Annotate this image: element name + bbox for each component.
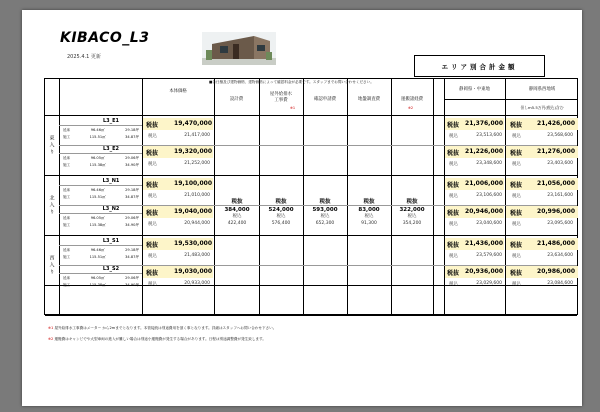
east-total-incl: 23,106,600 (476, 193, 502, 198)
build-tsubo: 34.87坪 (125, 195, 139, 199)
build-label: 施工 (63, 283, 71, 287)
floor-area-row (60, 128, 142, 133)
west-tax-label: 税抜 (510, 150, 523, 157)
floor-area-row (60, 248, 142, 253)
transport-fee-excl: 322,000 (399, 206, 425, 213)
floor-label: 延床 (63, 216, 71, 220)
drainage-fee-header (259, 92, 303, 104)
floor-area-row (60, 156, 142, 161)
base-price-incl: 20,944,000 (184, 221, 210, 226)
base-price-incl: 20,933,000 (184, 281, 210, 286)
footnote-2-mark: ※2 (48, 337, 54, 341)
west-total-incl: 23,634,600 (547, 253, 573, 258)
build-m2: 115.51㎡ (89, 195, 106, 199)
confirm-fee-excl: 593,000 (312, 206, 338, 213)
floor-area-row (60, 188, 142, 193)
build-m2: 115.38㎡ (89, 163, 106, 167)
base-price-excl: 19,320,000 (174, 148, 212, 155)
build-tsubo: 34.90坪 (125, 223, 139, 227)
plan-name: L3_S2 (102, 266, 120, 272)
house-photo (202, 32, 276, 65)
east-total-incl: 23,579,600 (476, 253, 502, 258)
survey-fee-excl: 83,000 (358, 206, 380, 213)
east-total-excl: 21,006,000 (465, 180, 503, 187)
plan-name: L3_E1 (102, 118, 120, 124)
base-price-incl-label: 税込 (148, 162, 157, 167)
group-divider (45, 175, 577, 176)
east-incl-label: 税込 (449, 282, 458, 287)
drainage-header-line1: 屋外給排水 (270, 92, 292, 97)
west-incl-label: 税込 (512, 222, 521, 227)
west-area-subheader: 但しm5.5万円(税込)含む (520, 105, 564, 110)
build-area-row (60, 195, 142, 200)
confirm-fee-header: 確認申請費 (314, 97, 336, 102)
west-tax-label: 税抜 (510, 242, 523, 249)
floor-label: 延床 (63, 156, 71, 160)
west-total-incl: 23,095,600 (547, 221, 573, 226)
footnote-2 (48, 337, 266, 342)
base-price-excl: 19,100,000 (174, 180, 212, 187)
floor-m2: 96.46㎡ (90, 128, 105, 132)
transport-fee-incl: 354,200 (402, 220, 422, 226)
west-tax-label: 税抜 (510, 122, 523, 129)
top-note: ■各仕様及び建物価格、建物価格によって確認料金が必要です。スタッフまでお問い合わせください。 (209, 80, 374, 84)
build-tsubo: 34.87坪 (125, 255, 139, 259)
floor-tsubo: 29.06坪 (125, 156, 139, 160)
west-total-incl: 23,403,600 (547, 161, 573, 166)
floor-tsubo: 29.18坪 (125, 188, 139, 192)
base-price-incl: 21,252,000 (184, 161, 210, 166)
west-total-incl: 23,568,600 (547, 133, 573, 138)
build-label: 施工 (63, 255, 71, 259)
west-incl-label: 税込 (512, 194, 521, 199)
build-m2: 115.51㎡ (89, 135, 106, 139)
west-total-excl: 20,986,000 (537, 268, 575, 275)
east-total-incl: 23,513,600 (476, 133, 502, 138)
floor-m2: 96.46㎡ (90, 188, 105, 192)
west-area-header: 静岡県西地域 (528, 87, 556, 92)
build-label: 施工 (63, 195, 71, 199)
confirm-fee-cell: 税抜 593,000 税込 652,300 (302, 199, 348, 227)
east-total-excl: 21,226,000 (465, 148, 503, 155)
base-price-excl: 19,470,000 (174, 120, 212, 127)
base-price-incl-label: 税込 (148, 282, 157, 287)
floor-area-row (60, 216, 142, 221)
build-area-row (60, 283, 142, 288)
build-label: 施工 (63, 135, 71, 139)
west-incl-label: 税込 (512, 282, 521, 287)
west-total-excl: 21,486,000 (537, 240, 575, 247)
base-price-tax-label: 税抜 (146, 270, 159, 277)
area-total-header: エリア別合計金額 (414, 55, 545, 77)
build-label: 施工 (63, 163, 71, 167)
survey-fee-incl: 91,300 (361, 220, 377, 226)
floor-tsubo: 29.06坪 (125, 216, 139, 220)
east-tax-label: 税抜 (447, 270, 460, 277)
design-fee-excl: 384,000 (224, 206, 250, 213)
floor-m2: 96.05㎡ (90, 276, 105, 280)
build-area-row (60, 223, 142, 228)
build-area-row (60, 255, 142, 260)
plan-name: L3_S1 (102, 238, 120, 244)
base-price-tax-label: 税抜 (146, 210, 159, 217)
build-label: 施工 (63, 223, 71, 227)
group-label: 東入り (48, 134, 55, 156)
base-price-incl: 21,417,000 (184, 133, 210, 138)
transport-mark: ※2 (408, 106, 414, 110)
floor-area-row (60, 276, 142, 281)
drainage-header-line2: 工事費 (274, 97, 288, 103)
build-tsubo: 34.90坪 (125, 163, 139, 167)
west-tax-label: 税抜 (510, 270, 523, 277)
plan-name: L3_N2 (102, 206, 120, 212)
plan-underline (59, 185, 142, 186)
build-tsubo: 34.87坪 (125, 135, 139, 139)
plan-name: L3_N1 (102, 178, 120, 184)
west-incl-label: 税込 (512, 162, 521, 167)
document-title: KIBACO_L3 (60, 30, 150, 46)
east-tax-label: 税抜 (447, 122, 460, 129)
base-price-incl: 21,010,000 (184, 193, 210, 198)
base-price-incl-label: 税込 (148, 134, 157, 139)
drainage-fee-incl: 576,400 (271, 220, 291, 226)
drainage-fee-cell: 税抜 524,000 税込 576,400 (258, 199, 304, 227)
footnote-1 (48, 326, 276, 331)
transport-fee-cell: 税抜 322,000 税込 354,200 (389, 199, 435, 227)
base-price-excl: 19,030,000 (174, 268, 212, 275)
floor-m2: 96.05㎡ (90, 156, 105, 160)
east-incl-label: 税込 (449, 134, 458, 139)
floor-tsubo: 29.18坪 (125, 248, 139, 252)
west-total-excl: 21,276,000 (537, 148, 575, 155)
plan-underline (59, 153, 142, 154)
base-price-header: 本体価格 (169, 89, 187, 94)
floor-m2: 96.05㎡ (90, 216, 105, 220)
survey-fee-header: 地盤調査費 (358, 97, 380, 102)
west-incl-label: 税込 (512, 134, 521, 139)
drainage-fee-excl: 524,000 (268, 206, 294, 213)
west-total-excl: 21,426,000 (537, 120, 575, 127)
east-tax-label: 税抜 (447, 242, 460, 249)
floor-m2: 96.46㎡ (90, 248, 105, 252)
floor-tsubo: 29.18坪 (125, 128, 139, 132)
design-fee-header: 設計費 (229, 97, 244, 102)
drainage-mark: ※1 (290, 106, 296, 110)
east-incl-label: 税込 (449, 162, 458, 167)
base-price-excl: 19,040,000 (174, 208, 212, 215)
floor-label: 延床 (63, 188, 71, 192)
east-total-incl: 23,348,600 (476, 161, 502, 166)
base-price-tax-label: 税抜 (146, 150, 159, 157)
footnote-1-mark: ※1 (48, 326, 54, 330)
base-price-incl: 21,483,000 (184, 253, 210, 258)
east-tax-label: 税抜 (447, 150, 460, 157)
base-price-incl-label: 税込 (148, 194, 157, 199)
east-incl-label: 税込 (449, 194, 458, 199)
base-price-excl: 19,530,000 (174, 240, 212, 247)
floor-label: 延床 (63, 276, 71, 280)
group-label: 西入り (48, 254, 55, 276)
base-price-tax-label: 税抜 (146, 242, 159, 249)
east-total-incl: 23,029,600 (476, 281, 502, 286)
group-label: 北入り (48, 194, 55, 216)
plan-underline (59, 245, 142, 246)
base-price-incl-label: 税込 (148, 254, 157, 259)
price-sheet (22, 10, 582, 406)
update-date: 2025.4.1 更新 (67, 54, 101, 60)
plan-name: L3_E2 (102, 146, 120, 152)
east-area-header: 静岡県・中東地 (459, 87, 490, 92)
confirm-fee-incl: 652,300 (315, 220, 335, 226)
survey-fee-cell: 税抜 83,000 税込 91,300 (346, 199, 392, 227)
build-tsubo: 34.90坪 (125, 283, 139, 287)
design-fee-cell: 税抜 384,000 税込 422,400 (214, 199, 260, 227)
east-total-incl: 23,040,600 (476, 221, 502, 226)
floor-label: 延床 (63, 128, 71, 132)
east-total-excl: 20,936,000 (465, 268, 503, 275)
west-tax-label: 税抜 (510, 210, 523, 217)
footnote-1-text: 屋外給排水工事費はメーター から2mまでとなります。本管接続は別途費用を頂く事となります。詳細はスタッフへお問い合わせ下さい。 (54, 326, 277, 330)
footnote-2-text: 運搬費はキャンピでや大型車両の進入が難しい場合は別途小運搬費が発生する場合があります。日程は別途調整費が発生致します。 (54, 337, 266, 341)
transport-fee-header: 運搬諸経費 (401, 97, 423, 102)
base-price-tax-label: 税抜 (146, 122, 159, 129)
build-area-row (60, 163, 142, 168)
west-total-excl: 21,056,000 (537, 180, 575, 187)
price-table (44, 78, 578, 315)
base-price-incl-label: 税込 (148, 222, 157, 227)
plan-underline (59, 125, 142, 126)
east-incl-label: 税込 (449, 222, 458, 227)
group-divider (45, 235, 577, 236)
floor-label: 延床 (63, 248, 71, 252)
east-tax-label: 税抜 (447, 182, 460, 189)
west-incl-label: 税込 (512, 254, 521, 259)
west-tax-label: 税抜 (510, 182, 523, 189)
west-total-excl: 20,996,000 (537, 208, 575, 215)
plan-underline (59, 273, 142, 274)
build-area-row (60, 135, 142, 140)
plan-underline (59, 213, 142, 214)
west-total-incl: 23,161,600 (547, 193, 573, 198)
design-fee-incl: 422,400 (227, 220, 247, 226)
build-m2: 115.38㎡ (89, 223, 106, 227)
floor-tsubo: 29.06坪 (125, 276, 139, 280)
east-total-excl: 20,946,000 (465, 208, 503, 215)
build-m2: 115.51㎡ (89, 255, 106, 259)
west-total-incl: 23,084,600 (547, 281, 573, 286)
build-m2: 115.38㎡ (89, 283, 106, 287)
base-price-tax-label: 税抜 (146, 182, 159, 189)
east-total-excl: 21,436,000 (465, 240, 503, 247)
east-total-excl: 21,376,000 (465, 120, 503, 127)
east-incl-label: 税込 (449, 254, 458, 259)
east-tax-label: 税抜 (447, 210, 460, 217)
